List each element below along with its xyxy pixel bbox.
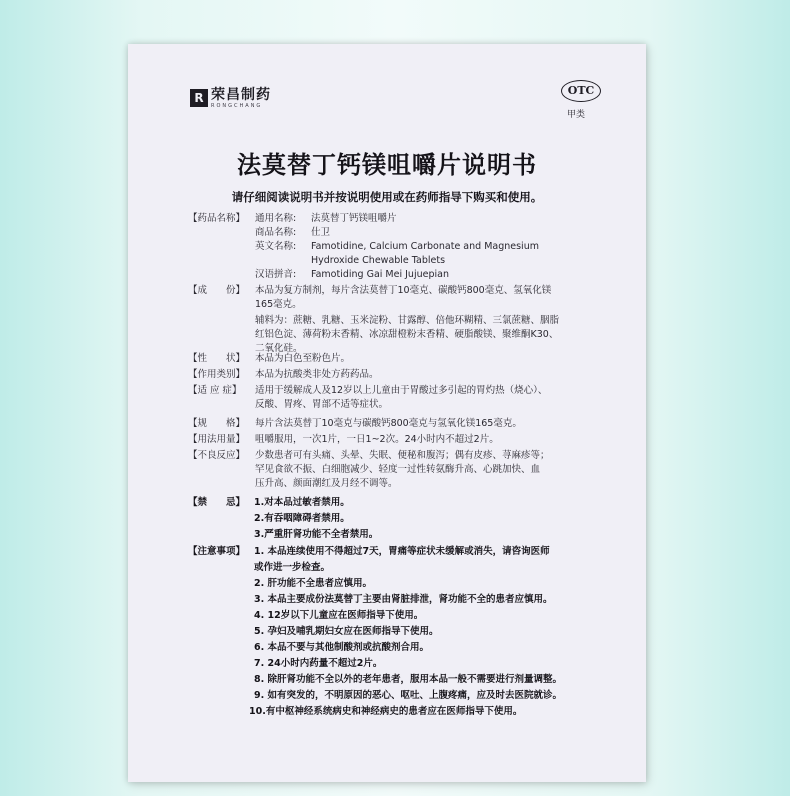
- list-item: 2. 肝功能不全患者应慎用。: [254, 578, 373, 589]
- list-item: 2.有吞咽障碍者禁用。: [254, 513, 350, 524]
- list-item: 4. 12岁以下儿童应在医师指导下使用。: [254, 610, 424, 621]
- document-title: 法莫替丁钙镁咀嚼片说明书: [237, 151, 537, 179]
- brand-logo: [190, 87, 271, 109]
- trade-name-label: 商品名称:: [255, 227, 297, 238]
- common-name: 法莫替丁钙镁咀嚼片: [311, 213, 397, 224]
- section-label: 【成 份】: [188, 285, 246, 296]
- english-name-label: 英文名称:: [255, 241, 297, 252]
- text-line: 165毫克。: [255, 299, 302, 310]
- section-label: 【用法用量】: [188, 434, 246, 445]
- pinyin-label: 汉语拼音:: [255, 269, 297, 280]
- text-line: 咀嚼服用，一次1片，一日1~2次。24小时内不超过2片。: [255, 434, 499, 445]
- text-line: 适用于缓解成人及12岁以上儿童由于胃酸过多引起的胃灼热（烧心）、: [255, 385, 548, 396]
- section-label: 【不良反应】: [188, 450, 246, 461]
- text-line: 压升高、颜面潮红及月经不调等。: [255, 478, 398, 489]
- section-label: 【禁 忌】: [188, 497, 246, 508]
- section-label: 【性 状】: [188, 353, 246, 364]
- pinyin-name: Famotiding Gai Mei Jujuepian: [311, 269, 449, 280]
- text-line: 本品为抗酸类非处方药药品。: [255, 369, 379, 380]
- text-line: 本品为白色至粉色片。: [255, 353, 351, 364]
- otc-badge: OTC: [561, 80, 601, 102]
- document-subtitle: 请仔细阅读说明书并按说明使用或在药师指导下购买和使用。: [231, 190, 543, 204]
- text-line: 二氧化硅。: [255, 343, 303, 354]
- list-item: 7. 24小时内药量不超过2片。: [254, 658, 383, 669]
- english-name-line: Hydroxide Chewable Tablets: [311, 255, 446, 266]
- text-line: 本品为复方制剂，每片含法莫替丁10毫克、碳酸钙800毫克、氢氧化镁: [255, 285, 552, 296]
- list-item: 10.有中枢神经系统病史和神经病史的患者应在医师指导下使用。: [249, 706, 523, 717]
- section-label: 【适 应 症】: [188, 385, 242, 396]
- list-item: 1. 本品连续使用不得超过7天，胃痛等症状未缓解或消失，请咨询医师: [254, 546, 550, 557]
- section-label: 【药品名称】: [188, 213, 246, 224]
- section-label: 【规 格】: [188, 418, 246, 429]
- list-item: 3. 本品主要成份法莫替丁主要由肾脏排泄，肾功能不全的患者应慎用。: [254, 594, 553, 605]
- section-label: 【作用类别】: [188, 369, 246, 380]
- list-item: 6. 本品不要与其他制酸剂或抗酸剂合用。: [254, 642, 430, 653]
- otc-class: 甲类: [567, 110, 586, 120]
- trade-name: 仕卫: [311, 227, 331, 238]
- list-item: 3.严重肝肾功能不全者禁用。: [254, 529, 379, 540]
- instruction-sheet: [128, 44, 646, 782]
- list-item: 8. 除肝肾功能不全以外的老年患者，服用本品一般不需要进行剂量调整。: [254, 674, 563, 685]
- brand-name-en: RONGCHANG: [211, 102, 263, 109]
- section-label: 【注意事项】: [188, 546, 246, 557]
- brand-name: 荣昌制药: [211, 86, 271, 103]
- list-item: 或作进一步检查。: [254, 562, 331, 573]
- list-item: 1.对本品过敏者禁用。: [254, 497, 350, 508]
- list-item: 9. 如有突发的，不明原因的恶心、呕吐、上腹疼痛，应及时去医院就诊。: [254, 690, 563, 701]
- common-name-label: 通用名称:: [255, 213, 297, 224]
- text-line: 每片含法莫替丁10毫克与碳酸钙800毫克与氢氧化镁165毫克。: [255, 418, 522, 429]
- brand-mark-icon: R: [190, 89, 208, 107]
- text-line: 少数患者可有头痛、头晕、失眠、便秘和腹泻；偶有皮疹、荨麻疹等；: [255, 450, 550, 461]
- text-line: 罕见食欲不振、白细胞减少、轻度一过性转氨酶升高、心跳加快、血: [255, 464, 541, 475]
- list-item: 5. 孕妇及哺乳期妇女应在医师指导下使用。: [254, 626, 439, 637]
- text-line: 反酸、胃疼、胃部不适等症状。: [255, 399, 389, 410]
- text-line: 红铝色淀、薄荷粉末香精、冰凉甜橙粉末香精、硬脂酸镁、聚维酮K30、: [255, 329, 559, 340]
- text-line: 辅料为：蔗糖、乳糖、玉米淀粉、甘露醇、倍他环糊精、三氯蔗糖、胭脂: [255, 315, 560, 326]
- english-name-line: Famotidine, Calcium Carbonate and Magnesium: [311, 241, 539, 252]
